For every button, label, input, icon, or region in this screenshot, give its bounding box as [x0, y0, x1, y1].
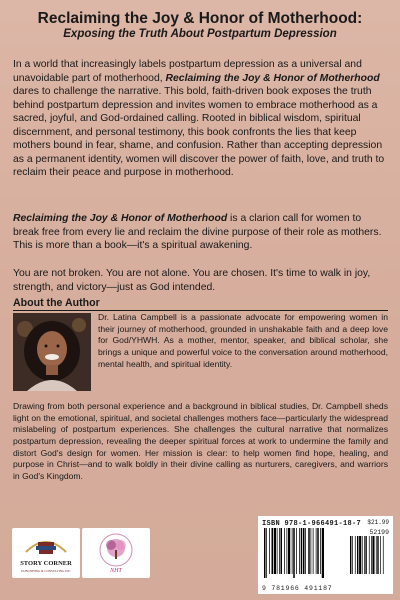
author-bio-top: Dr. Latina Campbell is a passionate advocate for empowering women in their journey of motherhood, grounded in unshakable faith and a deep love for God/YHWH. As a mother, mentor, speaker, and biblical scholar, she brings a unique and powerful voice to the conversation around motherhood, mental health, and spiritual identity. [98, 312, 388, 369]
isbn-number: ISBN 978-1-966491-18-7 [262, 520, 362, 528]
blurb-paragraph-2 [13, 212, 386, 253]
blurb-p1-lead: In a world that increasingly labels postpartum depression as a universal and unavoidable part of motherhood, [13, 59, 362, 84]
blurb-p1-book-title: Reclaiming the Joy & Honor of Motherhood [165, 72, 380, 84]
about-author-heading: About the Author [13, 297, 388, 311]
book-title: Reclaiming the Joy & Honor of Motherhood: [37, 10, 363, 27]
nht-logo-label: NHT [110, 568, 122, 574]
blurb-paragraph-1 [13, 58, 386, 180]
blurb-p1-rest: dares to challenge the narrative. This bold, faith-driven book exposes the truth behind postpartum depression and invites women to embrace motherhood as a sacred, joyful, and God-ordained calling. Rooted in biblical wisdom, spiritual discernment, and personal testimony, this book confronts the lies that keep mothers bound in fear, shame, and confusion. Rather than accepting depression as a permanent identity, women will discover the power of faith, love, and truth to reclaim their peace and purpose in motherhood. [13, 86, 385, 179]
author-photo [13, 313, 91, 391]
price-code-label: 52199 [369, 529, 389, 536]
book-subtitle: Exposing the Truth About Postpartum Depression [63, 28, 337, 40]
book-stack-icon [12, 528, 80, 560]
blurb-paragraph-3: You are not broken. You are not alone. You are chosen. It's time to walk in joy, strength, and victory—just as God intended. [13, 268, 371, 293]
story-corner-tagline: PUBLISHING & CONSULTING INC [21, 569, 71, 573]
blurb-p2-book-title: Reclaiming the Joy & Honor of Motherhood [13, 213, 228, 224]
ean-number: 9 781966 491187 [262, 585, 333, 592]
isbn-barcode [258, 516, 393, 594]
barcode-bars-icon [262, 528, 389, 580]
story-corner-name: STORY CORNER [20, 560, 72, 567]
author-bio-bottom: Drawing from both personal experience and a background in biblical studies, Dr. Campbell sheds light on the emotional, spiritual, and societal challenges mothers face—particularly the widespread mislabeling of postpartum experiences. She challenges the cultural narrative that normalizes postpartum depression, revealing the deeper spiritual forces at work to undermine the family and distort God's design for women. Her mission is clear: to help women find hope, healing, and purpose in Christ—and to walk boldly in their divine calling as nurturers, caregivers, and warriors in God's Kingdom. [13, 401, 388, 482]
price-label: $21.99 [367, 519, 389, 526]
author-portrait-icon [13, 313, 91, 391]
publisher-logo-nht [82, 528, 150, 578]
blurb-p2-rest: is a clarion call for women to break free from every lie and reclaim the divine purpose of their role as mothers. This is more than a book—it's a spiritual awakening. [13, 213, 382, 252]
publisher-logo-story-corner [12, 528, 80, 578]
